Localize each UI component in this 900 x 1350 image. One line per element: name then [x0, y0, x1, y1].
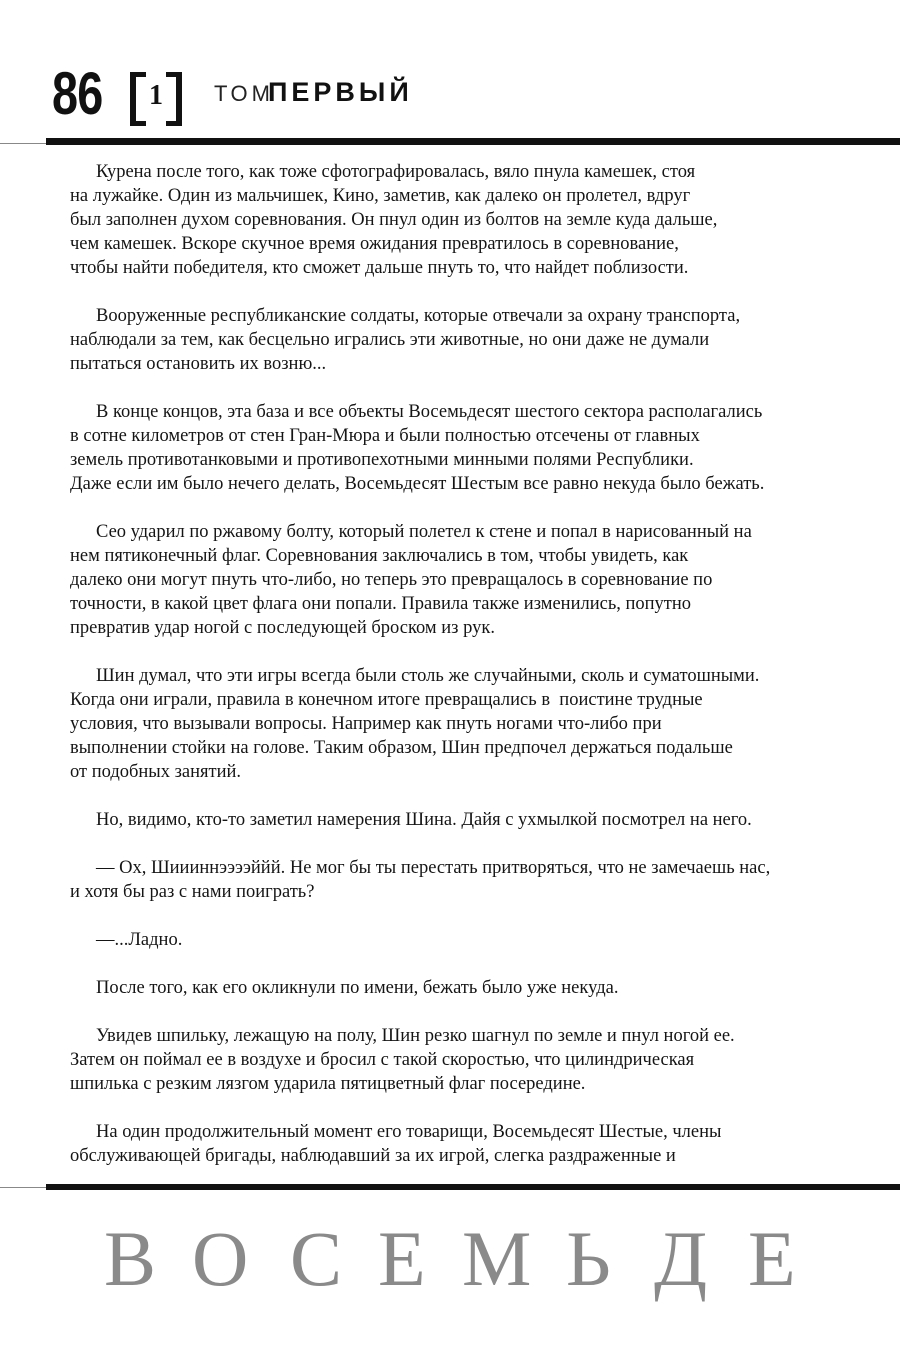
text-line: Вооруженные республиканские солдаты, которые отвечали за охрану транспорта,	[96, 306, 741, 326]
volume-name: ПЕРВЫЙ	[268, 77, 413, 107]
text-line: На один продолжительный момент его товарищи, Восемьдесят Шестые, члены	[96, 1122, 722, 1142]
running-title-letter: О	[192, 1215, 249, 1302]
text-line: Даже если им было нечего делать, Восемьдесят Шестым все равно некуда было бежать.	[70, 474, 765, 494]
footer-rule-thin	[0, 1187, 46, 1188]
running-title-letter: С	[290, 1215, 343, 1302]
text-line: наблюдали за тем, как бесцельно игрались эти животные, но они даже не думали	[70, 330, 710, 350]
running-title-letter: М	[462, 1215, 532, 1302]
paragraph	[70, 1024, 850, 1096]
text-line: Увидев шпильку, лежащую на полу, Шин резко шагнул по земле и пнул ногой ее.	[96, 1026, 735, 1046]
text-line: превратив удар ногой с последующей броском из рук.	[70, 618, 495, 638]
text-line: Сео ударил по ржавому болту, который полетел к стене и попал в нарисованный на	[96, 522, 752, 542]
text-line: Шин думал, что эти игры всегда были столь же случайными, сколь и суматошными.	[96, 666, 760, 686]
text-line: условия, что вызывали вопросы. Например как пнуть ногами что-либо при	[70, 714, 662, 734]
paragraph	[70, 664, 850, 784]
footer-rule	[46, 1184, 900, 1190]
volume-word: ТОМ	[214, 81, 274, 106]
text-line: Но, видимо, кто-то заметил намерения Шина. Дайя с ухмылкой посмотрел на него.	[96, 810, 752, 830]
running-title-letter: Е	[748, 1215, 796, 1302]
header-rule-thin	[0, 143, 46, 144]
text-line: и хотя бы раз с нами поиграть?	[70, 882, 315, 902]
text-line: В конце концов, эта база и все объекты Восемьдесят шестого сектора располагались	[96, 402, 763, 422]
text-line: шпилька с резким лязгом ударила пятицветный флаг посередине.	[70, 1074, 586, 1094]
text-line: выполнении стойки на голове. Таким образом, Шин предпочел держаться подальше	[70, 738, 733, 758]
text-line: далеко они могут пнуть что-либо, но теперь это превращалось в соревнование по	[70, 570, 713, 590]
text-line: чтобы найти победителя, кто сможет дальше пнуть то, что найдет поблизости.	[70, 258, 689, 278]
paragraph	[70, 808, 850, 832]
text-line: — Ох, Шиииннээээййй. Не мог бы ты перестать притворяться, что не замечаешь нас,	[96, 858, 771, 878]
paragraph	[70, 976, 850, 1000]
page-header	[0, 0, 900, 150]
paragraph	[70, 400, 850, 496]
volume-number: 1	[149, 80, 163, 111]
text-line: был заполнен духом соревнования. Он пнул один из болтов на земле куда дальше,	[70, 210, 718, 230]
text-line: —...Ладно.	[96, 930, 183, 950]
text-line: от подобных занятий.	[70, 762, 242, 782]
right-bracket-icon	[166, 72, 182, 126]
text-line: нем пятиконечный флаг. Соревнования заключались в том, чтобы увидеть, как	[70, 546, 689, 566]
header-rule	[46, 138, 900, 145]
text-line: земель противотанковыми и противопехотными минными полями Республики.	[70, 450, 694, 470]
page-number: 86	[52, 60, 103, 127]
text-line: чем камешек. Вскоре скучное время ожидания превратилось в соревнование,	[70, 234, 679, 254]
running-title-letter: Д	[654, 1215, 708, 1302]
volume-badge	[130, 72, 182, 120]
text-line: в сотне километров от стен Гран-Мюра и были полностью отсечены от главных	[70, 426, 700, 446]
paragraph	[70, 856, 850, 904]
running-title-letter: Ь	[566, 1215, 611, 1302]
text-line: на лужайке. Один из мальчишек, Кино, заметив, как далеко он пролетел, вдруг	[70, 186, 691, 206]
text-line: Курена после того, как тоже сфотографировалась, вяло пнула камешек, стоя	[96, 162, 696, 182]
text-line: После того, как его окликнули по имени, бежать было уже некуда.	[96, 978, 619, 998]
text-line: точности, в какой цвет флага они попали. Правила также изменились, попутно	[70, 594, 692, 614]
text-line: обслуживающей бригады, наблюдавший за их игрой, слегка раздраженные и	[70, 1146, 676, 1166]
paragraph	[70, 304, 850, 376]
text-line: Когда они играли, правила в конечном итоге превращались в поистине трудные	[70, 690, 703, 710]
paragraph	[70, 928, 850, 952]
text-line: пытаться остановить их возню...	[70, 354, 327, 374]
paragraph	[70, 520, 850, 640]
text-line: Затем он поймал ее в воздухе и бросил с такой скоростью, что цилиндрическая	[70, 1050, 695, 1070]
running-title-letter: Е	[378, 1215, 426, 1302]
paragraph	[70, 1120, 850, 1168]
paragraph	[70, 160, 850, 280]
running-title-letter: В	[104, 1215, 157, 1302]
body-text	[70, 160, 850, 1192]
